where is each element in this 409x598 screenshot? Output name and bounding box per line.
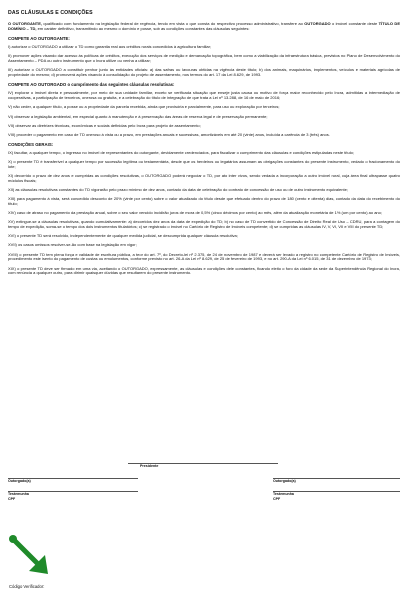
intro-text-3: em caráter definitivo, transmitindo ao mesmo o domínio e posse, sob as condições constantes das cláusulas seguintes: bbox=[36, 25, 250, 31]
clause-13: XIII) para pagamento à vista, será concedido desconto de 20% (vinte por cento) sobre o valor atualizado do título desde que efetuado dentro do prazo de 180 (cento e oitenta) dias, contado da data do recebimento do título; bbox=[8, 196, 400, 207]
clause-6: VI) observar a legislação ambiental, em especial quanto à manutenção e à preservação das áreas de reserva legal e de preservação permanente; bbox=[8, 113, 268, 119]
intro-titulo: TÍTULO DE DOMÍNIO – TD, bbox=[8, 21, 400, 31]
outorgado2-label: Outorgado(a) bbox=[273, 479, 296, 483]
outorgado1-label: Outorgado(a) bbox=[8, 479, 31, 483]
clause-5: V) não ceder, a qualquer título, a posse ou a propriedade da parcela recebida, ainda que provisória e parcialmente, para uso ou exploração por terceiros; bbox=[8, 104, 280, 110]
section-outorgado: COMPETE AO OUTORGADO o cumprimento das seguintes cláusulas resolutivas: bbox=[8, 82, 175, 88]
clause-11: XI) decorrido o prazo de dez anos e cumpridas as condições resolutivas, o OUTORGADO poderá negociar o TD, por ato inter vivos, sendo vedada a incorporação a outro imóvel rural, cuja área final ultrapasse quatro módulos fiscais; bbox=[8, 173, 400, 184]
section-outorgante: COMPETE AO OUTORGANTE: bbox=[8, 36, 70, 41]
clause-3: III) autorizar o OUTORGADO a constituir penhor junto às entidades oficiais: a) das safras ou lavouras obtidas na vigência deste título; b) dos animais, maquinários, implementos, veículos e materiais agrícolas de propriedade do mesmo; d) promoverá ações visando à consolidação do projeto de assentamento, nos termos do art. 17 da Lei 8.629, de 1993. bbox=[8, 67, 400, 78]
intro-outorgado: OUTORGADO bbox=[304, 21, 331, 26]
clause-1: I) autorizar o OUTORGADO a utilizar o TD como garantia real aos créditos rurais concedidos à agricultura familiar; bbox=[8, 44, 212, 50]
testemunha2-cpf: CPF bbox=[273, 496, 281, 501]
clause-17: XVII) os casos omissos resolver-se-ão com base na legislação em vigor; bbox=[8, 242, 137, 248]
section-condicoes-gerais: CONDIÇÕES GERAIS: bbox=[8, 141, 54, 147]
clause-18: XVIII) o presente TD tem plena força e validade de escritura pública, a teor do art. 7º, do Decreto-lei nº 2.375, de 24 de novembro de 1987 e deverá ser levado a registro no competente Cartório de Registro de Imóveis, procedimento este isento do pagamento de custas ou emolumentos, conforme previsto no art. 26-A da Lei nº 8.629, de 25 de fevereiro de 1993, e no art. 290-A da Lei nº 6.015, de 31 de dezembro de 1973; bbox=[8, 251, 400, 262]
document-body bbox=[8, 10, 400, 281]
document-title: DAS CLÁUSULAS E CONDIÇÕES bbox=[8, 10, 93, 16]
clause-19: XIX) o presente TD deve ser firmado em uma via, aceitando o OUTORGADO, expressamente, as cláusulas e condições dele constantes, ficando eleito o foro da cidade da sede da Superintendência Regional do Incra, com renúncia a qualquer outro, para dirimir quaisquer dúvidas que resultarem do presente instrumento. bbox=[8, 265, 400, 276]
intro-paragraph bbox=[8, 22, 400, 32]
clause-12: XII) as cláusulas resolutivas constantes do TD vigorarão pelo prazo mínimo de dez anos, contado da data de celebração do contrato de concessão de uso ou de outro instrumento equivalente; bbox=[8, 187, 348, 193]
verification-code-label: Código Verificador: bbox=[9, 584, 45, 589]
intro-text-2: o imóvel constante deste bbox=[330, 21, 379, 26]
clause-4: IV) explorar o imóvel direta e pessoalmente, por meio de sua unidade familiar, exceto se verificada situação que enseje justa causa ou motivo de força maior reconhecido pelo Incra, admitidas a intermediação de cooperativas, a participação de terceiros, onerosa ou gratuita, e a celebração do título de integração de que trata a Lei nº 13.288, de 16 de maio de 2016; bbox=[8, 90, 400, 101]
clause-9: IX) facultar, a qualquer tempo, o ingresso no imóvel de representantes do outorgante, devidamente credenciados, para fiscalizar o cumprimento das cláusulas e condições estipuladas neste título; bbox=[8, 150, 354, 156]
presidente-label: Presidente bbox=[140, 464, 159, 468]
clause-8: VIII) proceder o pagamento em caso de TD oneroso à vista ou a prazo, em prestações anuais e sucessivas, amortizáveis em até 20 (vinte) anos, incluída a carência de 3 (três) anos. bbox=[8, 131, 330, 137]
clause-7: VII) observar as diretrizes técnicas, econômicas e sociais definidas pelo Incra para projeto de assentamento; bbox=[8, 122, 201, 128]
testemunha2-label: Testemunha bbox=[273, 492, 294, 496]
clause-15: XV) extingue-se a cláusulas resolutivas, quando cumulativamente: a) decorridos dez anos da data de expedição do TD; b) no caso de TD convertido de Concessão de Direito Real de Uso – CDRU, para a contagem do tempo de expedição, soma-se o tempo dos dois instrumentos titulatórios; c) se registrado o imóvel no Cartório de Registro de Imóveis competente; d) se cumpridas as cláusulas IV, V, VI, VII e VIII do presente TD; bbox=[8, 219, 400, 230]
testemunha1-cpf: CPF bbox=[8, 496, 16, 501]
clause-2: II) promover ações visando dar acesso às políticas de créditos, execução dos serviços de medição e demarcação topográfica, bem como a viabilização da infraestrutura básica, previstos no Plano de Desenvolvimento do Assentamento – PDA ou outro instrumento que o Incra utilize ou venha a utilizar; bbox=[8, 53, 400, 64]
clause-16: XVI) o presente TD será resolvido, independentemente de qualquer medida judicial, se descumprida qualquer cláusula resolutiva; bbox=[8, 233, 238, 239]
intro-text-1: qualificado com fundamento na legislação federal de regência, tendo em vista o que consta do respectivo processo administrativo, transfere ao bbox=[42, 21, 305, 26]
clause-14: XIV) caso de atraso no pagamento da prestação anual, sobre o seu valor vencido incidirão juros de mora de 0,5% (cinco décimos por cento) ao mês, além da atualização monetária de 1% (um por cento) ao ano; bbox=[8, 210, 382, 216]
testemunha1-label: Testemunha bbox=[8, 492, 29, 496]
clause-10: X) o presente TD é transferível a qualquer tempo por sucessão legítima ou testamentária, desde que os herdeiros ou legatários assumam as obrigações constantes do presente instrumento, vedado o fracionamento do lote; bbox=[8, 159, 400, 170]
intro-outorgante: O OUTORGANTE, bbox=[8, 21, 43, 26]
arrow-down-right-icon bbox=[7, 533, 52, 578]
